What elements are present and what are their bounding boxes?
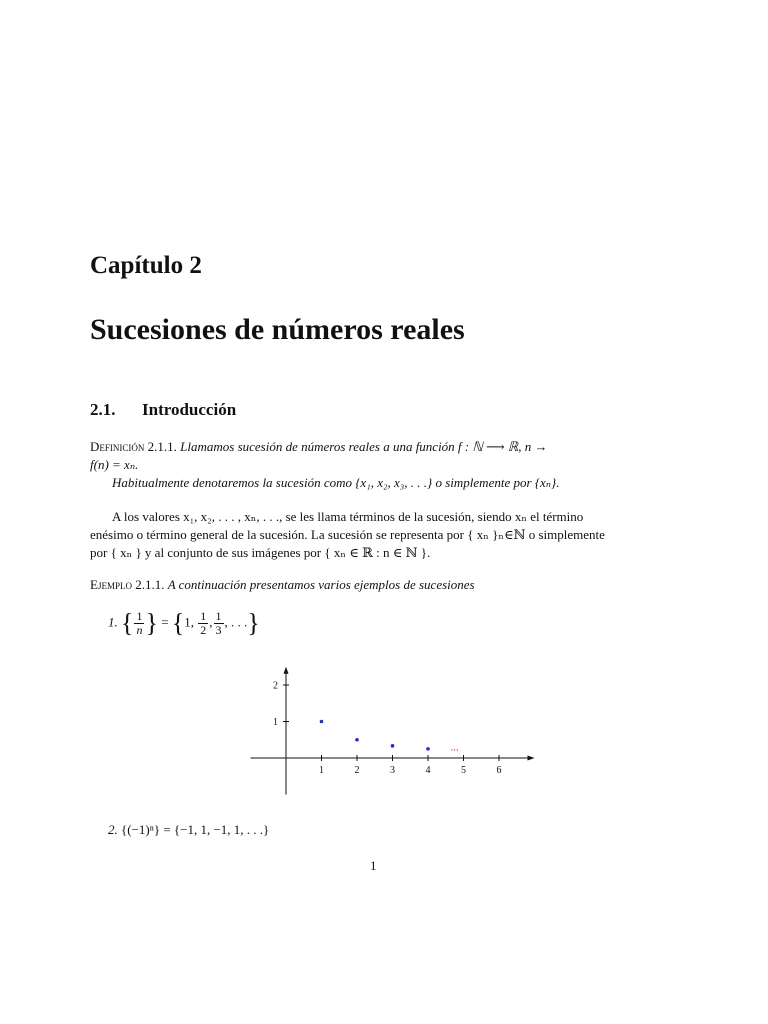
x-axis-arrow — [528, 756, 535, 761]
example-label: Ejemplo 2.1.1. — [90, 577, 165, 592]
example-item-2 — [108, 822, 269, 838]
item-1-number: 1. — [108, 614, 118, 630]
item-2-formula: {(−1)ⁿ} = {−1, 1, −1, 1, . . .} — [121, 822, 270, 837]
definition-text-c: Habitualmente denotaremos la sucesión como {x₁, x₂, x₃, . . .} o simplemente por {xₙ}. — [112, 475, 560, 490]
item-2-number: 2. — [108, 822, 118, 837]
x-tick-label: 2 — [354, 765, 360, 776]
right-brace: } — [247, 608, 260, 638]
x-tick-label: 1 — [319, 765, 324, 776]
continuation-ellipsis: ... — [450, 741, 459, 754]
fraction-denominator: 3 — [215, 623, 222, 637]
x-tick-label: 5 — [461, 765, 466, 776]
x-tick-label: 3 — [390, 765, 395, 776]
equals-sign: = — [161, 614, 169, 630]
y-tick-label: 1 — [273, 717, 278, 728]
data-point — [355, 738, 359, 742]
page-number: 1 — [370, 858, 377, 873]
right-brace: } — [145, 608, 158, 638]
fraction-numerator: 1 — [136, 609, 143, 623]
left-brace: { — [121, 608, 134, 638]
first-term: 1, — [184, 614, 195, 630]
y-axis-arrow — [284, 667, 289, 674]
section-title: Introducción — [142, 400, 237, 419]
example-item-1: 1. { $\frac{1}{n}$ } = {1, $\frac{1}{2}$ , $\frac{1}{3}$ , . . .} — [108, 608, 260, 638]
fraction-denominator: n — [136, 623, 143, 637]
chapter-title: Sucesiones de números reales — [90, 313, 465, 346]
section-number: 2.1. — [90, 400, 116, 419]
left-brace: { — [171, 608, 185, 638]
paragraph-line-3: por { xₙ } y al conjunto de sus imágenes por { xₙ ∈ ℝ : n ∈ ℕ }. — [90, 545, 431, 560]
definition-label: Definición 2.1.1. — [90, 439, 177, 454]
definition-text-b: f(n) = xₙ. — [90, 457, 139, 472]
fraction-numerator: 1 — [215, 609, 222, 623]
x-tick-label: 4 — [425, 765, 431, 776]
fraction-numerator: 1 — [200, 609, 207, 623]
chapter-label: Capítulo 2 — [90, 252, 202, 279]
definition-text-a: Llamamos sucesión de números reales a una función f : ℕ ⟶ ℝ, n → — [180, 439, 548, 454]
example-text: A continuación presentamos varios ejemplos de sucesiones — [167, 577, 475, 592]
fraction-denominator: 2 — [200, 623, 207, 637]
x-tick-label: 6 — [496, 765, 502, 776]
paragraph-line-1: A los valores x₁, x₂, . . . , xₙ, . . ., se les llama términos de la sucesión, siendo xₙ el término — [112, 509, 584, 524]
data-point — [391, 744, 395, 748]
y-tick-label: 2 — [273, 680, 278, 692]
data-point — [426, 747, 430, 751]
data-point — [320, 720, 324, 724]
sequence-tail: , . . . — [224, 614, 248, 630]
paragraph-line-2: enésimo o término general de la sucesión. La sucesión se representa por { xₙ }ₙ∈ℕ o simplemente — [90, 527, 605, 542]
